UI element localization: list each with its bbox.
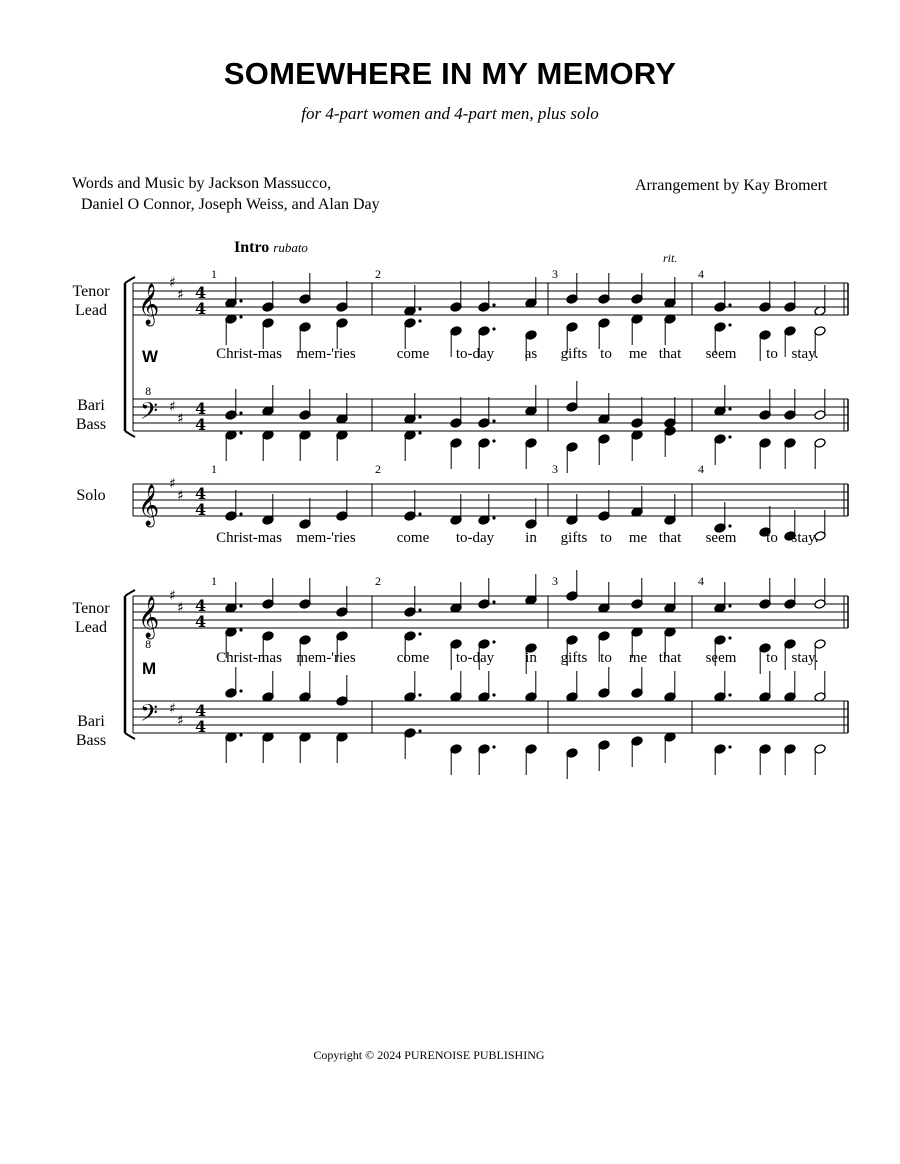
note-dot [728, 303, 731, 306]
time-signature-top: 4 [195, 701, 207, 720]
men-lower-staff-label [56, 712, 126, 750]
note-dot [728, 407, 731, 410]
composer-credit-line-2: Daniel O Connor, Joseph Weiss, and Alan Day [81, 196, 380, 213]
lyric-syllable: seem [705, 530, 737, 546]
solo-staff-label [56, 486, 126, 505]
note-dot [239, 512, 242, 515]
note-dot [492, 327, 495, 330]
lyric-syllable: to [600, 530, 612, 546]
women-choir-mark: W [142, 347, 159, 366]
men-upper-staff-label [56, 599, 126, 637]
lyric-syllable: stay. [791, 346, 819, 362]
note-dot [418, 431, 421, 434]
key-sharp-icon: ♯ [169, 701, 176, 717]
note-dot [728, 604, 731, 607]
note-dot [728, 693, 731, 696]
note-dot [418, 415, 421, 418]
men-choir-mark: M [142, 659, 157, 678]
treble-clef-icon: 𝄞 [138, 485, 160, 526]
system-bracket [125, 277, 135, 283]
note-dot [239, 299, 242, 302]
note-dot [418, 632, 421, 635]
note-dot [492, 693, 495, 696]
lyric-syllable: gifts [560, 650, 588, 666]
time-signature-bottom: 4 [195, 500, 207, 519]
measure-number: 3 [552, 267, 558, 281]
lyric-syllable: that [658, 530, 682, 546]
lyric-syllable: seem [705, 346, 737, 362]
note-dot [239, 411, 242, 414]
lyric-syllable: to [766, 346, 778, 362]
note-dot [492, 516, 495, 519]
label-tenor: Tenor [72, 600, 110, 617]
label-bari: Bari [77, 713, 105, 730]
lyric-syllable: mem-'ries [296, 650, 356, 666]
key-sharp-icon: ♯ [169, 275, 176, 291]
ritardando-marking: rit. [663, 251, 678, 265]
lyric-syllable: Christ-mas [216, 650, 282, 666]
measure-number: 4 [698, 267, 704, 281]
lyric-syllable: gifts [560, 346, 588, 362]
lyric-syllable: mem-'ries [296, 530, 356, 546]
note-dot [728, 524, 731, 527]
lyric-syllable: stay. [791, 530, 819, 546]
lyric-syllable: me [628, 346, 648, 362]
lyric-syllable: to-day [455, 650, 495, 666]
lyric-syllable: come [396, 530, 430, 546]
copyright-notice: Copyright © 2024 PURENOISE PUBLISHING [313, 1048, 545, 1062]
lyric-syllable: come [396, 346, 430, 362]
lyric-syllable: to [600, 346, 612, 362]
note-dot [239, 604, 242, 607]
measure-number: 3 [552, 574, 558, 588]
note-dot [492, 419, 495, 422]
lyric-syllable: me [628, 650, 648, 666]
label-solo: Solo [76, 487, 106, 504]
note-dot [728, 636, 731, 639]
lyric-syllable: in [525, 530, 537, 546]
composer-credit-line-1: Words and Music by Jackson Massucco, [72, 175, 332, 192]
measure-number: 1 [211, 462, 217, 476]
note-dot [728, 745, 731, 748]
octave-mark-icon: 8 [145, 387, 152, 398]
note-dot [492, 439, 495, 442]
time-signature-bottom: 4 [195, 415, 207, 434]
measure-number: 1 [211, 267, 217, 281]
note-dot [492, 640, 495, 643]
system-bracket [125, 590, 135, 596]
lyric-syllable: gifts [560, 530, 588, 546]
time-signature-bottom: 4 [195, 612, 207, 631]
key-sharp-icon: ♯ [177, 600, 184, 616]
lyric-syllable: to [766, 650, 778, 666]
page-title: SOMEWHERE IN MY MEMORY [223, 56, 677, 91]
note-dot [418, 512, 421, 515]
lyric-syllable: that [658, 346, 682, 362]
time-signature-bottom: 4 [195, 299, 207, 318]
key-sharp-icon: ♯ [177, 411, 184, 427]
note-dot [239, 733, 242, 736]
measure-number: 2 [375, 462, 381, 476]
lyric-syllable: to [600, 650, 612, 666]
note-dot [418, 693, 421, 696]
measure-number: 1 [211, 574, 217, 588]
lyric-syllable: come [396, 650, 430, 666]
subtitle: for 4-part women and 4-part men, plus solo [301, 104, 599, 123]
measure-number: 4 [698, 462, 704, 476]
measure-number: 2 [375, 574, 381, 588]
key-sharp-icon: ♯ [177, 488, 184, 504]
lyric-syllable: as [524, 346, 538, 362]
treble-clef-icon: 𝄞 [138, 597, 160, 638]
key-sharp-icon: ♯ [177, 287, 184, 303]
lyric-syllable: Christ-mas [216, 530, 282, 546]
time-signature-top: 4 [195, 596, 207, 615]
note-dot [492, 303, 495, 306]
label-bass: Bass [75, 416, 107, 433]
lyric-syllable: me [628, 530, 648, 546]
tempo-style: rubato [273, 240, 308, 255]
note-dot [728, 435, 731, 438]
note-dot [418, 729, 421, 732]
key-sharp-icon: ♯ [177, 713, 184, 729]
treble-clef-icon: 𝄞 [138, 284, 160, 325]
time-signature-top: 4 [195, 283, 207, 302]
lyric-syllable: mem-'ries [296, 346, 356, 362]
note-dot [239, 431, 242, 434]
measure-number: 4 [698, 574, 704, 588]
tempo-label: Intro [234, 239, 270, 256]
key-sharp-icon: ♯ [169, 588, 176, 604]
lyric-syllable: that [658, 650, 682, 666]
label-bass: Bass [75, 732, 107, 749]
lyric-syllable: to [766, 530, 778, 546]
lyric-syllable: seem [705, 650, 737, 666]
label-lead: Lead [75, 302, 107, 319]
lyric-syllable: in [525, 650, 537, 666]
note-dot [418, 608, 421, 611]
label-bari: Bari [77, 397, 105, 414]
lyric-syllable: Christ-mas [216, 346, 282, 362]
label-tenor: Tenor [72, 283, 110, 300]
bass-clef-icon: 𝄢 [140, 397, 159, 430]
note-dot [418, 319, 421, 322]
note-dot [492, 745, 495, 748]
octave-mark-icon: 8 [145, 640, 152, 651]
system-bracket [125, 431, 135, 437]
system-bracket [125, 733, 135, 739]
bass-clef-icon: 𝄢 [140, 699, 159, 732]
measure-number: 3 [552, 462, 558, 476]
women-upper-staff-label [56, 282, 126, 320]
note-dot [239, 628, 242, 631]
lyric-syllable: to-day [455, 530, 495, 546]
women-lower-staff-label [56, 396, 126, 434]
label-lead: Lead [75, 619, 107, 636]
note-dot [492, 600, 495, 603]
note-dot [239, 689, 242, 692]
measure-number: 2 [375, 267, 381, 281]
lyric-syllable: to-day [455, 346, 495, 362]
time-signature-bottom: 4 [195, 717, 207, 736]
lyric-syllable: stay. [791, 650, 819, 666]
note-dot [728, 323, 731, 326]
time-signature-top: 4 [195, 484, 207, 503]
note-dot [418, 307, 421, 310]
arranger-credit: Arrangement by Kay Bromert [635, 177, 828, 194]
note-dot [239, 315, 242, 318]
key-sharp-icon: ♯ [169, 399, 176, 415]
key-sharp-icon: ♯ [169, 476, 176, 492]
time-signature-top: 4 [195, 399, 207, 418]
